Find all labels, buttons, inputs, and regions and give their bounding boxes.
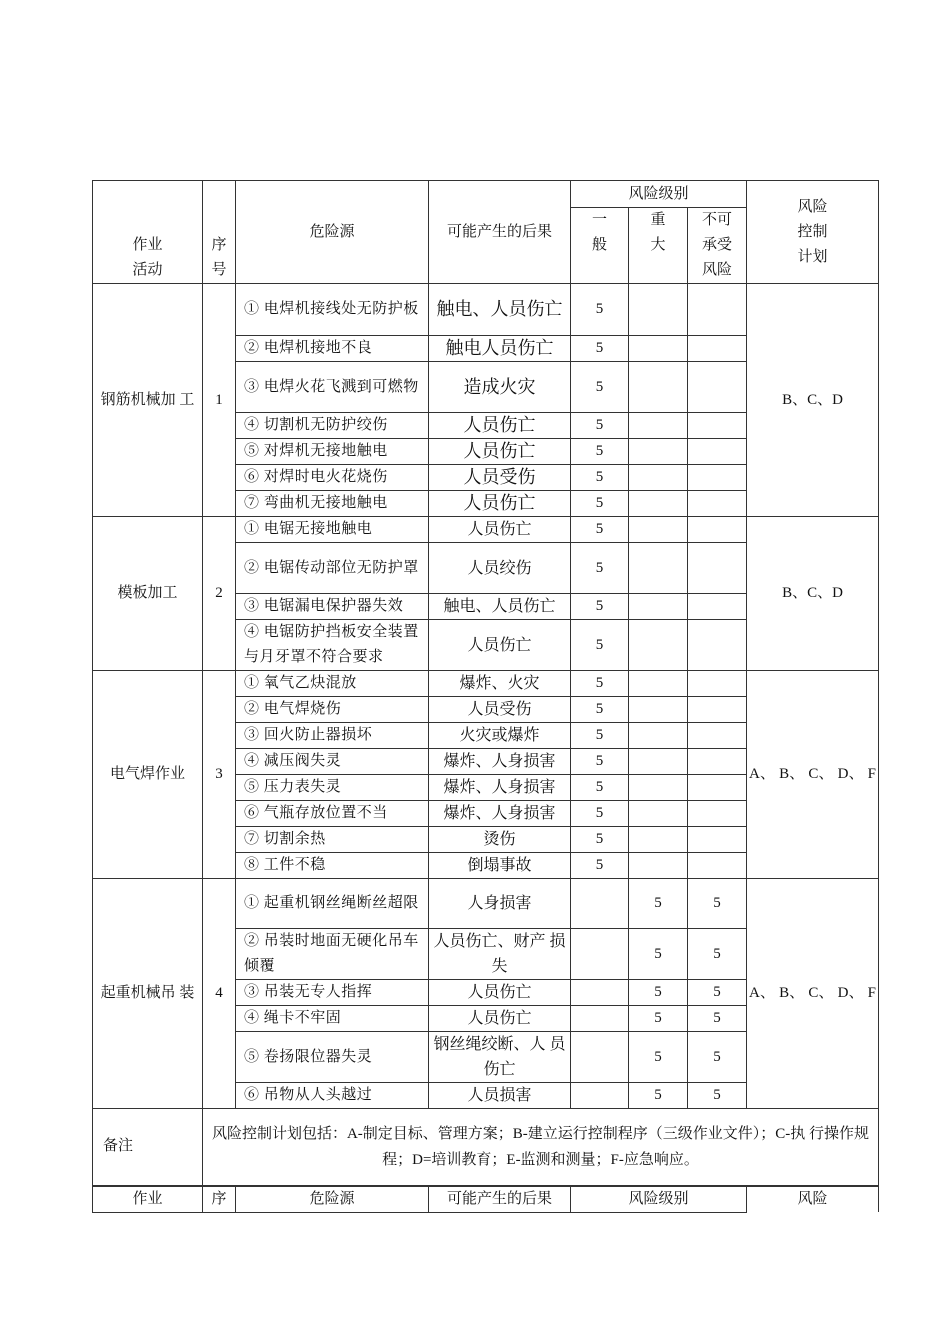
hazard-cell: ② 电焊机接地不良: [236, 336, 429, 362]
level-general-cell: 5: [571, 362, 629, 413]
consequence-cell: 人身损害: [429, 879, 571, 929]
repeat-header-seq: 序: [203, 1186, 236, 1213]
hazard-cell: ④ 切割机无防护绞伤: [236, 413, 429, 439]
table-row: [93, 284, 879, 336]
remark-label: 备注: [93, 1109, 203, 1186]
level-unacceptable-cell: [688, 671, 747, 697]
consequence-cell: 人员损害: [429, 1083, 571, 1109]
table-row: [93, 517, 879, 543]
level-unacceptable-cell: [688, 620, 747, 671]
level-general-cell: 5: [571, 853, 629, 879]
header-level-unacceptable: 不可 承受 风险: [688, 208, 747, 284]
level-major-cell: [629, 723, 688, 749]
level-general-cell: 5: [571, 749, 629, 775]
level-unacceptable-cell: [688, 362, 747, 413]
level-unacceptable-cell: [688, 543, 747, 594]
level-unacceptable-cell: 5: [688, 980, 747, 1006]
consequence-cell: 爆炸、人身损害: [429, 775, 571, 801]
level-unacceptable-cell: 5: [688, 1083, 747, 1109]
consequence-cell: 人员伤亡: [429, 517, 571, 543]
consequence-cell: 触电、人员伤亡: [429, 594, 571, 620]
level-major-cell: [629, 801, 688, 827]
level-major-cell: [629, 620, 688, 671]
level-major-cell: [629, 413, 688, 439]
level-unacceptable-cell: [688, 439, 747, 465]
level-major-cell: 5: [629, 980, 688, 1006]
repeat-header-plan: 风险: [747, 1186, 879, 1213]
hazard-cell: ④ 绳卡不牢固: [236, 1006, 429, 1032]
level-unacceptable-cell: [688, 465, 747, 491]
hazard-cell: ⑦ 切割余热: [236, 827, 429, 853]
activity-cell: 钢筋机械加 工: [93, 284, 203, 517]
level-unacceptable-cell: [688, 723, 747, 749]
level-major-cell: 5: [629, 929, 688, 980]
hazard-cell: ⑥ 气瓶存放位置不当: [236, 801, 429, 827]
level-major-cell: [629, 827, 688, 853]
level-general-cell: 5: [571, 336, 629, 362]
consequence-cell: 人员伤亡: [429, 413, 571, 439]
consequence-cell: 人员伤亡: [429, 491, 571, 517]
level-general-cell: 5: [571, 465, 629, 491]
level-general-cell: [571, 1032, 629, 1083]
level-unacceptable-cell: [688, 336, 747, 362]
hazard-cell: ③ 电焊火花飞溅到可燃物: [236, 362, 429, 413]
consequence-cell: 倒塌事故: [429, 853, 571, 879]
header-consequence: 可能产生的后果: [429, 181, 571, 284]
seq-cell: 1: [203, 284, 236, 517]
level-general-cell: 5: [571, 671, 629, 697]
repeat-header-risk-level: 风险级别: [571, 1186, 747, 1213]
header-plan: 风险 控制 计划: [747, 181, 879, 284]
level-general-cell: 5: [571, 517, 629, 543]
level-major-cell: [629, 439, 688, 465]
level-general-cell: [571, 929, 629, 980]
level-general-cell: 5: [571, 775, 629, 801]
level-major-cell: [629, 853, 688, 879]
level-unacceptable-cell: [688, 827, 747, 853]
level-major-cell: [629, 465, 688, 491]
consequence-cell: 人员伤亡: [429, 980, 571, 1006]
level-general-cell: [571, 1006, 629, 1032]
level-major-cell: [629, 749, 688, 775]
level-unacceptable-cell: [688, 853, 747, 879]
level-unacceptable-cell: 5: [688, 1006, 747, 1032]
level-major-cell: [629, 543, 688, 594]
repeat-header-consequence: 可能产生的后果: [429, 1186, 571, 1213]
seq-cell: 3: [203, 671, 236, 879]
level-major-cell: 5: [629, 1083, 688, 1109]
consequence-cell: 触电、人员伤亡: [429, 284, 571, 336]
hazard-cell: ③ 吊装无专人指挥: [236, 980, 429, 1006]
consequence-cell: 爆炸、人身损害: [429, 801, 571, 827]
hazard-cell: ② 电锯传动部位无防护罩: [236, 543, 429, 594]
level-general-cell: [571, 1083, 629, 1109]
level-general-cell: 5: [571, 491, 629, 517]
seq-cell: 4: [203, 879, 236, 1109]
consequence-cell: 触电人员伤亡: [429, 336, 571, 362]
consequence-cell: 人员受伤: [429, 465, 571, 491]
repeat-header-activity: 作业: [93, 1186, 203, 1213]
hazard-cell: ⑥ 吊物从人头越过: [236, 1083, 429, 1109]
consequence-cell: 人员伤亡: [429, 439, 571, 465]
seq-cell: 2: [203, 517, 236, 671]
hazard-cell: ③ 电锯漏电保护器失效: [236, 594, 429, 620]
hazard-cell: ① 氧气乙炔混放: [236, 671, 429, 697]
hazard-cell: ④ 减压阀失灵: [236, 749, 429, 775]
level-major-cell: [629, 697, 688, 723]
hazard-cell: ⑦ 弯曲机无接地触电: [236, 491, 429, 517]
level-unacceptable-cell: [688, 413, 747, 439]
consequence-cell: 钢丝绳绞断、人 员伤亡: [429, 1032, 571, 1083]
level-general-cell: 5: [571, 284, 629, 336]
hazard-cell: ⑥ 对焊时电火花烧伤: [236, 465, 429, 491]
repeat-header-hazard: 危险源: [236, 1186, 429, 1213]
level-general-cell: 5: [571, 413, 629, 439]
level-major-cell: [629, 594, 688, 620]
level-general-cell: [571, 879, 629, 929]
level-general-cell: 5: [571, 801, 629, 827]
level-general-cell: 5: [571, 723, 629, 749]
hazard-cell: ③ 回火防止器损坏: [236, 723, 429, 749]
level-general-cell: 5: [571, 439, 629, 465]
level-general-cell: 5: [571, 594, 629, 620]
plan-cell: A、 B、 C、 D、 F: [747, 671, 879, 879]
hazard-cell: ① 起重机钢丝绳断丝超限: [236, 879, 429, 929]
level-major-cell: 5: [629, 1006, 688, 1032]
hazard-cell: ⑤ 卷扬限位器失灵: [236, 1032, 429, 1083]
level-unacceptable-cell: [688, 801, 747, 827]
consequence-cell: 人员绞伤: [429, 543, 571, 594]
level-unacceptable-cell: 5: [688, 929, 747, 980]
table-row: [93, 879, 879, 929]
level-major-cell: [629, 284, 688, 336]
level-unacceptable-cell: [688, 284, 747, 336]
level-unacceptable-cell: [688, 775, 747, 801]
hazard-cell: ① 电锯无接地触电: [236, 517, 429, 543]
consequence-cell: 烫伤: [429, 827, 571, 853]
level-unacceptable-cell: [688, 594, 747, 620]
remark-text: 风险控制计划包括：A-制定目标、管理方案；B-建立运行控制程序（三级作业文件）；C-执 行操作规程；D=培训教育；E-监测和测量；F-应急响应。: [203, 1109, 879, 1186]
consequence-cell: 爆炸、火灾: [429, 671, 571, 697]
hazard-cell: ④ 电锯防护挡板安全装置与月牙罩不符合要求: [236, 620, 429, 671]
header-seq: 序 号: [203, 181, 236, 284]
level-major-cell: 5: [629, 1032, 688, 1083]
activity-cell: 起重机械吊 装: [93, 879, 203, 1109]
level-unacceptable-cell: [688, 517, 747, 543]
hazard-cell: ② 吊装时地面无硬化吊车倾覆: [236, 929, 429, 980]
level-unacceptable-cell: [688, 749, 747, 775]
hazard-cell: ② 电气焊烧伤: [236, 697, 429, 723]
plan-cell: B、C、D: [747, 284, 879, 517]
hazard-cell: ⑧ 工件不稳: [236, 853, 429, 879]
hazard-cell: ⑤ 压力表失灵: [236, 775, 429, 801]
level-general-cell: [571, 980, 629, 1006]
table-row: [93, 671, 879, 697]
level-major-cell: [629, 491, 688, 517]
level-general-cell: 5: [571, 827, 629, 853]
header-activity: 作业 活动: [93, 181, 203, 284]
header-hazard: 危险源: [236, 181, 429, 284]
consequence-cell: 爆炸、人身损害: [429, 749, 571, 775]
level-general-cell: 5: [571, 620, 629, 671]
consequence-cell: 人员受伤: [429, 697, 571, 723]
level-unacceptable-cell: [688, 491, 747, 517]
header-level-major: 重 大: [629, 208, 688, 284]
header-risk-level: 风险级别: [571, 181, 747, 208]
level-major-cell: [629, 775, 688, 801]
level-major-cell: [629, 517, 688, 543]
level-unacceptable-cell: 5: [688, 1032, 747, 1083]
plan-cell: A、 B、 C、 D、 F: [747, 879, 879, 1109]
level-general-cell: 5: [571, 697, 629, 723]
level-unacceptable-cell: [688, 697, 747, 723]
plan-cell: B、C、D: [747, 517, 879, 671]
level-unacceptable-cell: 5: [688, 879, 747, 929]
consequence-cell: 造成火灾: [429, 362, 571, 413]
consequence-cell: 火灾或爆炸: [429, 723, 571, 749]
header-level-general: 一 般: [571, 208, 629, 284]
level-major-cell: [629, 336, 688, 362]
consequence-cell: 人员伤亡: [429, 620, 571, 671]
activity-cell: 电气焊作业: [93, 671, 203, 879]
level-major-cell: [629, 671, 688, 697]
risk-assessment-table: [92, 180, 879, 1213]
activity-cell: 模板加工: [93, 517, 203, 671]
level-major-cell: [629, 362, 688, 413]
consequence-cell: 人员伤亡: [429, 1006, 571, 1032]
consequence-cell: 人员伤亡、财产 损失: [429, 929, 571, 980]
hazard-cell: ⑤ 对焊机无接地触电: [236, 439, 429, 465]
hazard-cell: ① 电焊机接线处无防护板: [236, 284, 429, 336]
level-general-cell: 5: [571, 543, 629, 594]
level-major-cell: 5: [629, 879, 688, 929]
